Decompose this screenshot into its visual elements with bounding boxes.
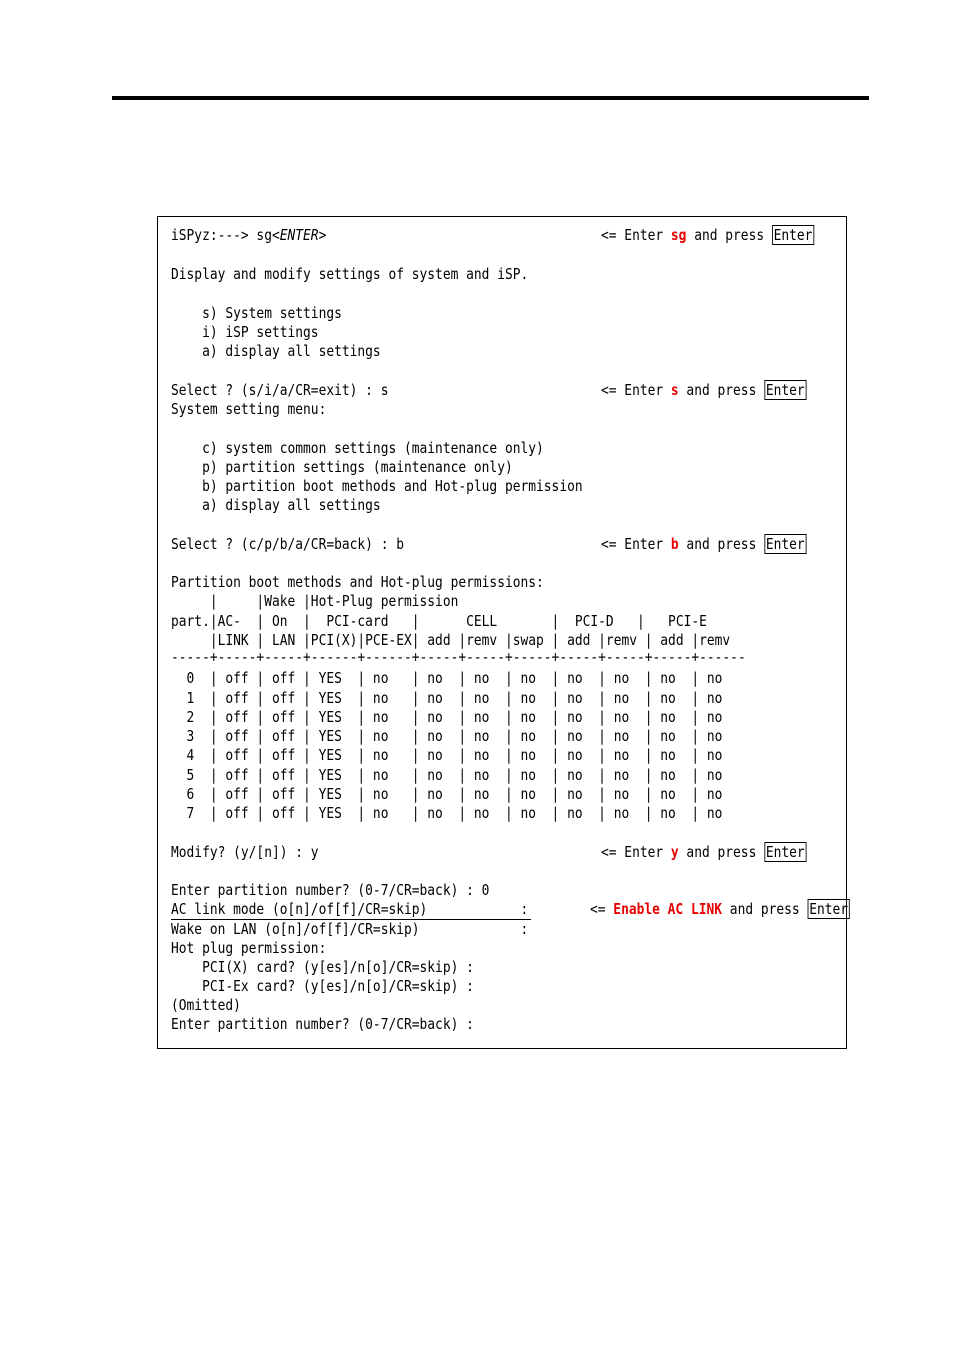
annotation-b xyxy=(601,535,806,554)
annotation-key: y xyxy=(670,843,679,861)
enter-key-label: Enter xyxy=(765,843,805,861)
enter-key-label: Enter xyxy=(765,535,805,553)
select2: Select ? (c/p/b/a/CR=back) : b xyxy=(171,535,405,553)
annotation-prefix: <= Enter xyxy=(601,381,671,399)
cmd-enter: <ENTER> xyxy=(271,226,327,244)
table-separator: -----+-----+-----+------+------+-----+-----+-----+-----+-----+-----+------ xyxy=(171,648,746,666)
menu2-item-a: a) display all settings xyxy=(171,496,381,514)
menu2-item-p: p) partition settings (maintenance only) xyxy=(171,458,513,476)
menu2-item-c: c) system common settings (maintenance only) xyxy=(171,439,544,457)
console-screen xyxy=(157,216,847,1049)
annotation-suffix: and press xyxy=(678,381,765,399)
annotation-key: Enable AC LINK xyxy=(613,900,723,918)
annotation-suffix: and press xyxy=(686,226,772,244)
annotation-suffix: and press xyxy=(722,900,808,918)
table-header: part.|AC- | On | PCI-card | CELL | PCI-D | PCI-E xyxy=(171,612,707,630)
table-row: 6 | off | off | YES | no | no | no | no | no | no | no | no xyxy=(171,785,723,803)
menu1-item-s: s) System settings xyxy=(171,304,342,322)
omitted-note: (Omitted) xyxy=(171,996,241,1014)
display-text: Display and modify settings of system and iSP. xyxy=(171,265,529,283)
table-row: 4 | off | off | YES | no | no | no | no | no | no | no | no xyxy=(171,746,723,764)
hot-plug-title: Hot plug permission: xyxy=(171,939,327,957)
table-header: |LINK | LAN |PCI(X)|PCE-EX| add |remv |swap | add |remv | add |remv xyxy=(171,631,731,649)
annotation-suffix: and press xyxy=(678,843,765,861)
annotation-y xyxy=(601,843,806,862)
select1: Select ? (s/i/a/CR=exit) : s xyxy=(171,381,389,399)
command-line xyxy=(171,226,326,245)
annotation-prefix: <= Enter xyxy=(601,226,671,244)
system-menu-title: System setting menu: xyxy=(171,400,327,418)
annotation-ac-link xyxy=(590,900,850,919)
enter-key-label: Enter xyxy=(765,381,805,399)
annotation-key: b xyxy=(670,535,679,553)
enter-key-label: Enter xyxy=(773,226,813,244)
wake-on-lan-prompt: Wake on LAN (o[n]/of[f]/CR=skip) : xyxy=(171,920,529,938)
top-rule xyxy=(112,96,869,100)
pci-ex-prompt: PCI-Ex card? (y[es]/n[o]/CR=skip) : xyxy=(171,977,474,995)
enter-partition-prompt: Enter partition number? (0-7/CR=back) : 0 xyxy=(171,881,490,899)
annotation-key: s xyxy=(670,381,679,399)
annotation-prefix: <= Enter xyxy=(601,535,671,553)
annotation-key: sg xyxy=(670,226,687,244)
menu1-item-i: i) iSP settings xyxy=(171,323,319,341)
partition-title: Partition boot methods and Hot-plug permissions: xyxy=(171,573,544,591)
table-header: | |Wake |Hot-Plug permission xyxy=(171,592,459,610)
table-row: 7 | off | off | YES | no | no | no | no | no | no | no | no xyxy=(171,804,723,822)
table-row: 1 | off | off | YES | no | no | no | no | no | no | no | no xyxy=(171,689,723,707)
ac-link-prompt: AC link mode (o[n]/of[f]/CR=skip) : xyxy=(171,900,529,918)
modify-prompt: Modify? (y/[n]) : y xyxy=(171,843,319,861)
enter-partition-end: Enter partition number? (0-7/CR=back) : xyxy=(171,1015,474,1033)
enter-key-label: Enter xyxy=(809,900,849,918)
menu1-item-a: a) display all settings xyxy=(171,342,381,360)
table-row: 0 | off | off | YES | no | no | no | no | no | no | no | no xyxy=(171,669,723,687)
table-row: 5 | off | off | YES | no | no | no | no | no | no | no | no xyxy=(171,766,723,784)
annotation-sg xyxy=(601,226,814,245)
annotation-suffix: and press xyxy=(678,535,765,553)
table-row: 2 | off | off | YES | no | no | no | no | no | no | no | no xyxy=(171,708,723,726)
table-row: 3 | off | off | YES | no | no | no | no | no | no | no | no xyxy=(171,727,723,745)
cmd-prompt: iSPyz:---> sg xyxy=(171,226,272,244)
annotation-s xyxy=(601,381,806,400)
menu2-item-b: b) partition boot methods and Hot-plug permission xyxy=(171,477,583,495)
pci-x-prompt: PCI(X) card? (y[es]/n[o]/CR=skip) : xyxy=(171,958,474,976)
annotation-prefix: <= Enter xyxy=(601,843,671,861)
annotation-prefix: <= xyxy=(590,900,614,918)
